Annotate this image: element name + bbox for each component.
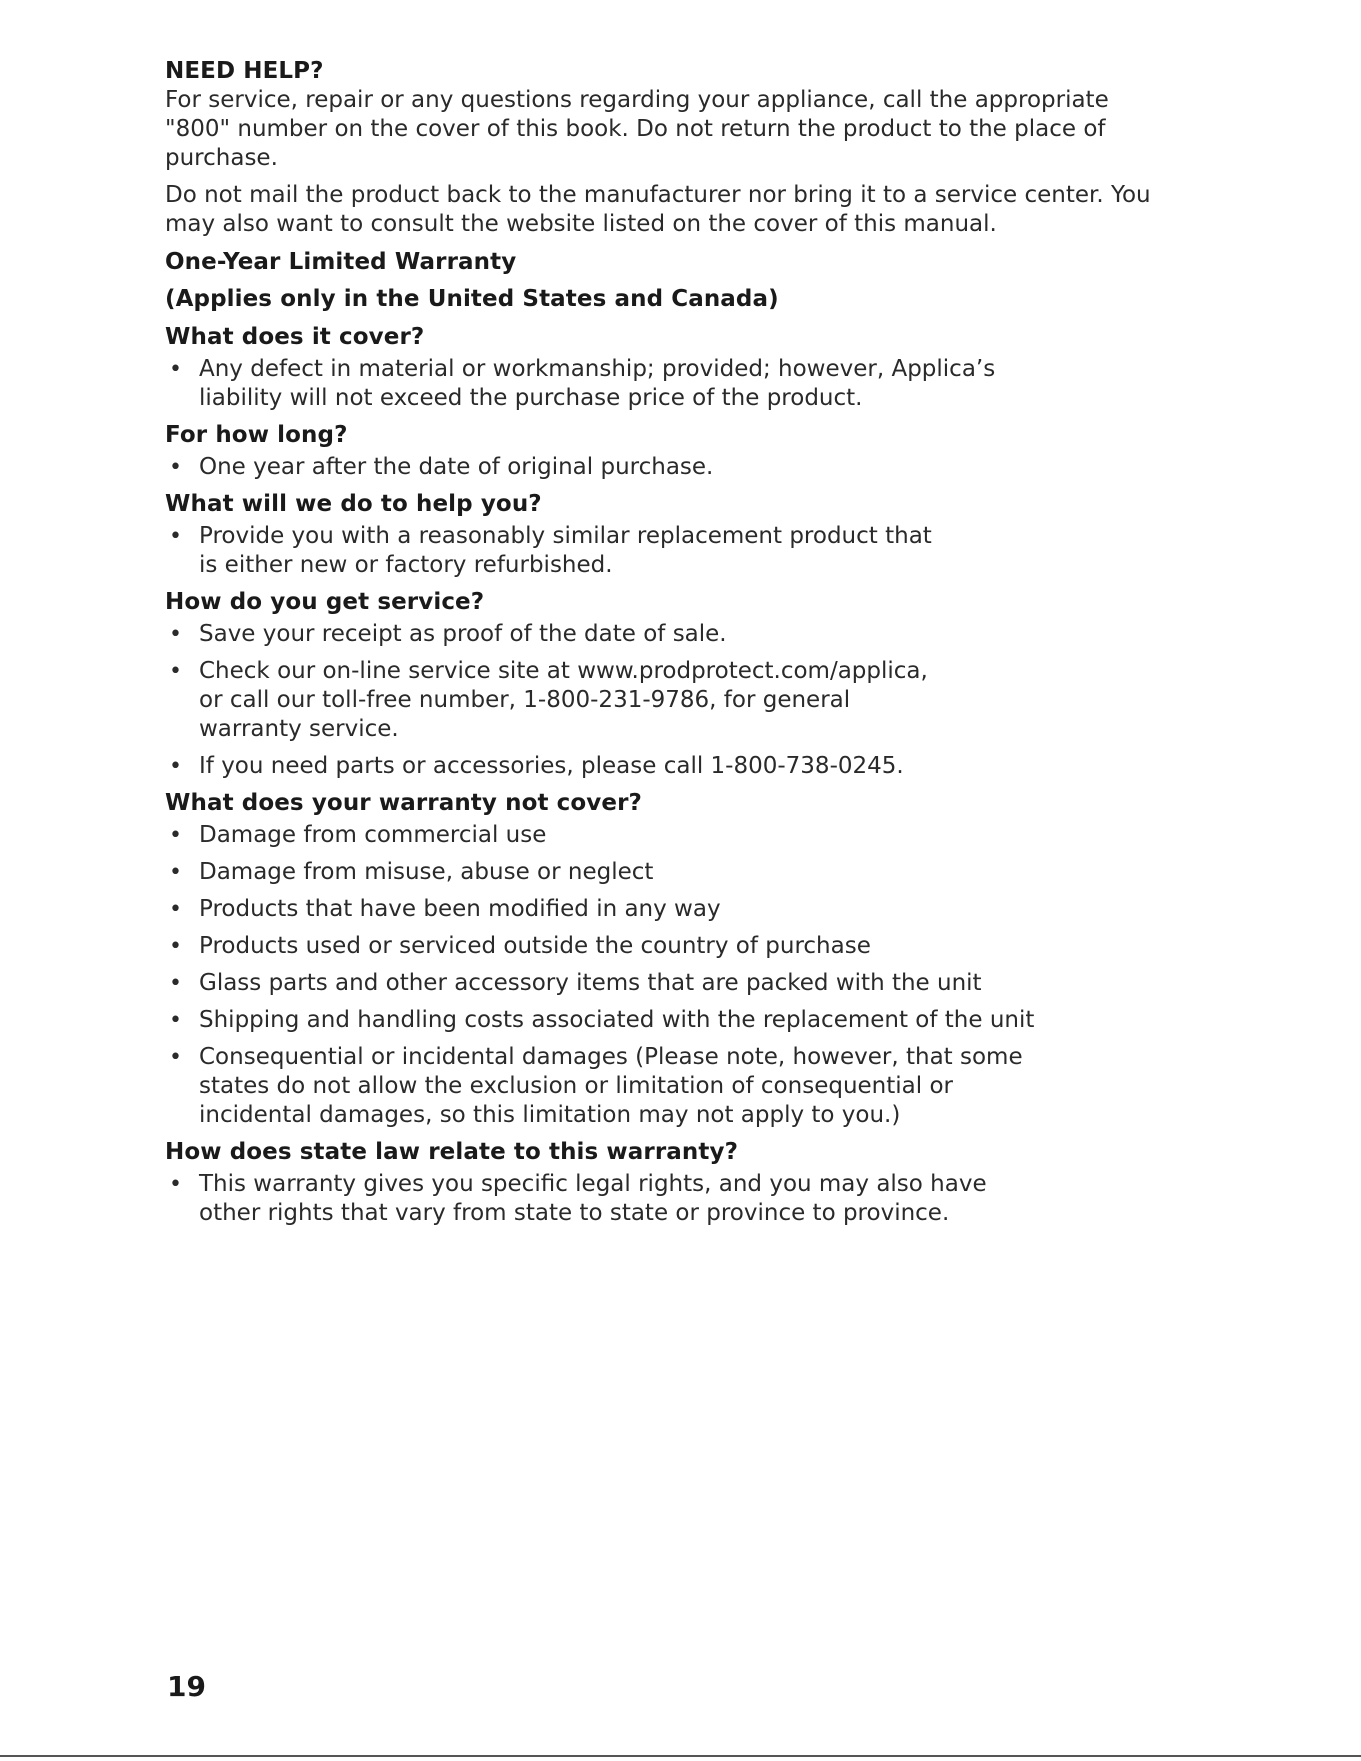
warranty-sections [165,322,1205,1228]
bullet-item [165,620,945,649]
bullet-item [165,1006,1045,1035]
bullet-text: Damage from misuse, abuse or neglect [199,859,654,885]
bullet-item [165,895,1045,924]
page-number: 19 [167,1670,206,1703]
bullet-item [165,355,1045,413]
section-heading: What will we do to help you? [165,491,542,517]
bullet-list [165,355,1045,413]
bullet-item [165,1043,1045,1130]
bullet-dot-icon: • [169,524,182,549]
warranty-title: One-Year Limited Warranty [165,249,517,275]
bullet-text: Products used or serviced outside the country of purchase [199,933,871,959]
section [165,1137,1205,1228]
bullet-text: Shipping and handling costs associated with the replacement of the unit [199,1007,1035,1033]
bullet-text: One year after the date of original purchase. [199,454,714,480]
need-help-paragraph-2: Do not mail the product back to the manufacturer nor bring it to a service center. You may also want to consult the website listed on the cover of this manual. [165,182,1151,237]
bullet-list [165,522,955,580]
bullet-dot-icon: • [169,659,182,684]
bullet-list [165,453,1045,482]
page-content [165,56,1205,1231]
bullet-text: If you need parts or accessories, please call 1-800-738-0245. [199,753,904,779]
bullet-item [165,1170,1055,1228]
bullet-text: Provide you with a reasonably similar replacement product that is either new or factory refurbished. [199,523,932,578]
bullet-text: Save your receipt as proof of the date of sale. [199,621,727,647]
bullet-text: Glass parts and other accessory items that are packed with the unit [199,970,982,996]
section [165,489,1205,580]
bullet-dot-icon: • [169,934,182,959]
bullet-dot-icon: • [169,622,182,647]
need-help-paragraph-1: For service, repair or any questions regarding your appliance, call the appropriate "800" number on the cover of this book. Do not return the product to the place of purchase. [165,87,1109,171]
bullet-item [165,821,1045,850]
bullet-list [165,620,945,781]
section [165,322,1205,413]
section [165,587,1205,781]
section-heading: How do you get service? [165,589,485,615]
bullet-item [165,969,1045,998]
bullet-text: This warranty gives you specific legal rights, and you may also have other rights that vary from state to state or province to province. [199,1171,987,1226]
section-heading: What does it cover? [165,324,425,350]
bullet-dot-icon: • [169,897,182,922]
bullet-list [165,821,1045,1130]
section [165,788,1205,1130]
section [165,420,1205,482]
bullet-dot-icon: • [169,1045,182,1070]
bullet-dot-icon: • [169,754,182,779]
bullet-item [165,932,1045,961]
bullet-dot-icon: • [169,1172,182,1197]
bullet-item [165,858,1045,887]
bullet-dot-icon: • [169,823,182,848]
bullet-dot-icon: • [169,1008,182,1033]
bullet-dot-icon: • [169,357,182,382]
need-help-heading: NEED HELP? [165,58,324,84]
bullet-item [165,657,945,744]
bullet-dot-icon: • [169,455,182,480]
section-heading: How does state law relate to this warranty? [165,1139,739,1165]
page-bottom-rule [0,1755,1361,1757]
bullet-text: Products that have been modified in any way [199,896,721,922]
bullet-item [165,453,1045,482]
section-heading: For how long? [165,422,348,448]
bullet-text: Any defect in material or workmanship; provided; however, Applica’s liability will not exceed the purchase price of the product. [199,356,996,411]
section-heading: What does your warranty not cover? [165,790,642,816]
bullet-item [165,752,945,781]
bullet-text: Check our on-line service site at www.prodprotect.com/applica, or call our toll-free number, 1-800-231-9786, for general warranty service. [199,658,928,742]
bullet-list [165,1170,1055,1228]
bullet-dot-icon: • [169,860,182,885]
bullet-item [165,522,955,580]
bullet-text: Damage from commercial use [199,822,547,848]
warranty-subtitle: (Applies only in the United States and Canada) [165,286,779,312]
bullet-text: Consequential or incidental damages (Please note, however, that some states do not allow the exclusion or limitation of consequential or incidental damages, so this limitation may not apply to you.) [199,1044,1023,1128]
bullet-dot-icon: • [169,971,182,996]
